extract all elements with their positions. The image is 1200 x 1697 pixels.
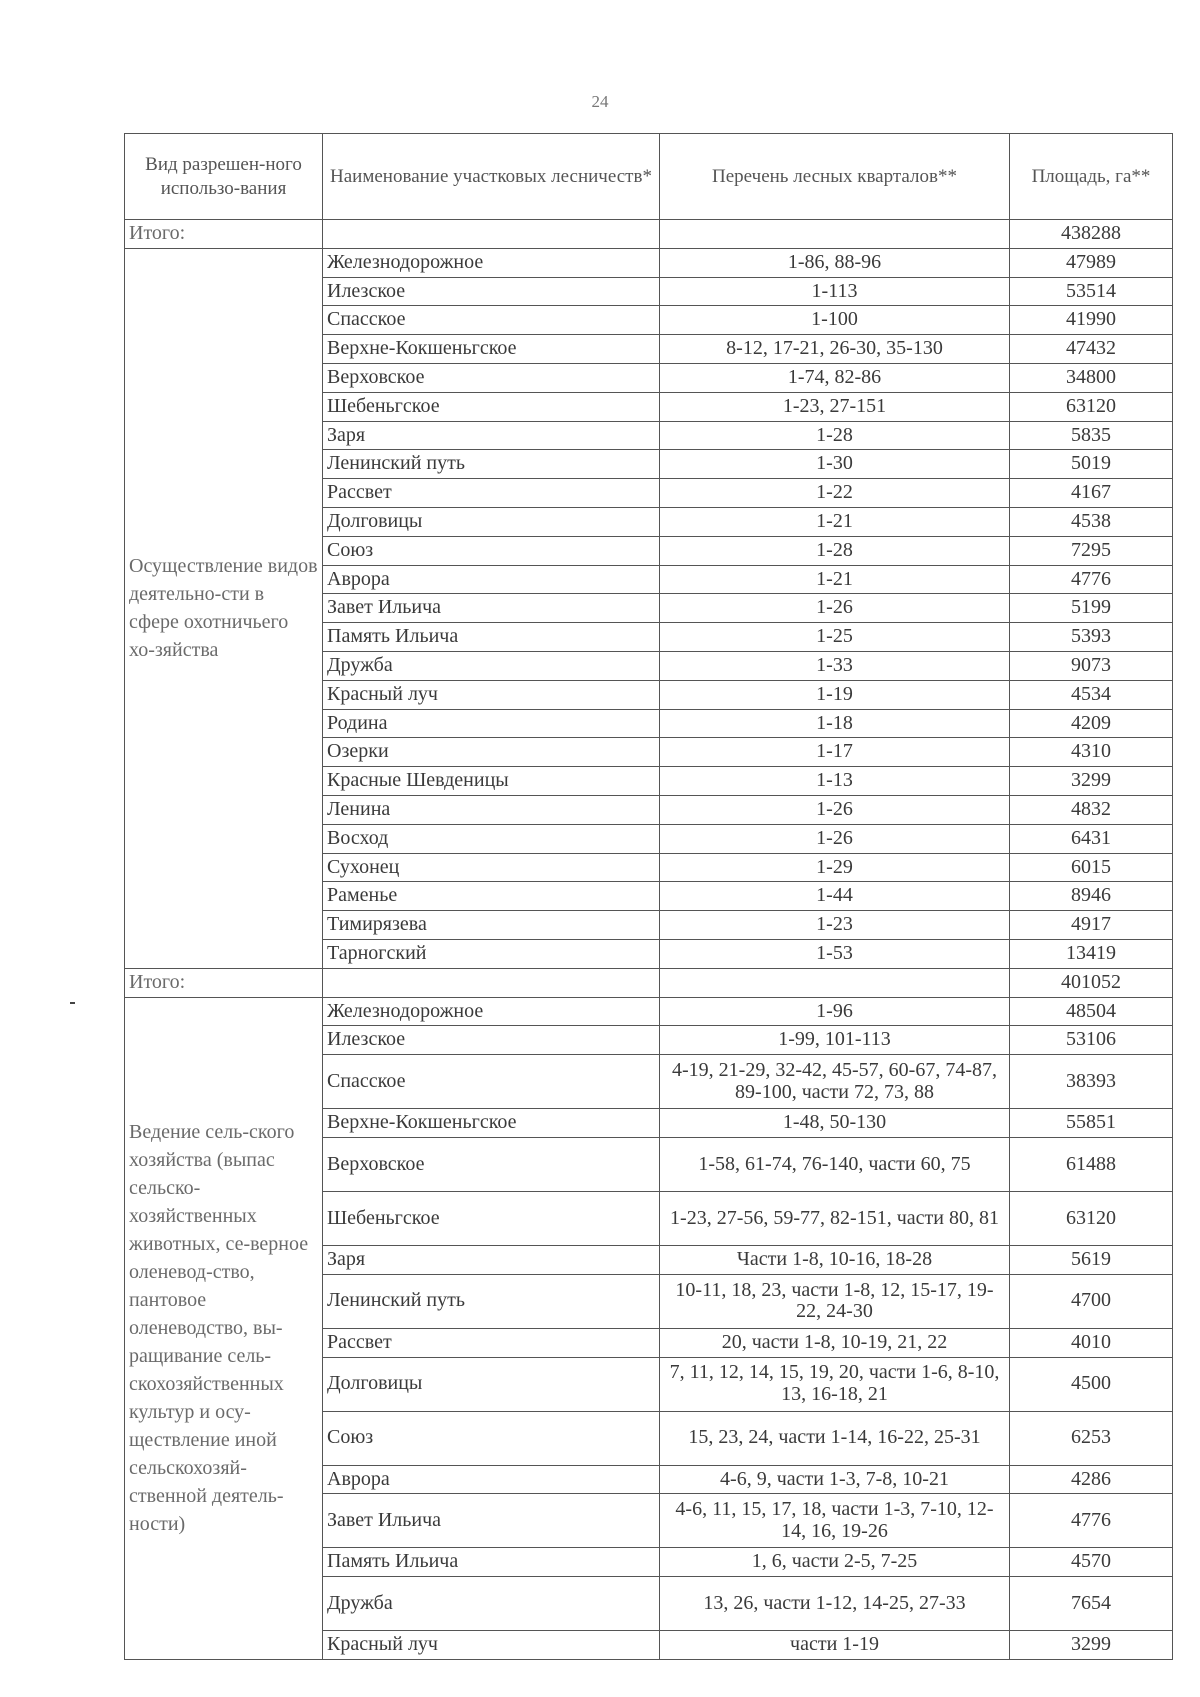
area-value: 3299 bbox=[1010, 1631, 1173, 1660]
quarters-list: 7, 11, 12, 14, 15, 19, 20, части 1-6, 8-10, 13, 16-18, 21 bbox=[660, 1357, 1010, 1411]
forestry-name: Завет Ильича bbox=[323, 1494, 660, 1548]
forestry-name: Заря bbox=[323, 421, 660, 450]
empty-cell bbox=[660, 968, 1010, 997]
area-value: 5393 bbox=[1010, 623, 1173, 652]
header-area: Площадь, га** bbox=[1010, 134, 1173, 220]
area-value: 4570 bbox=[1010, 1548, 1173, 1577]
area-value: 63120 bbox=[1010, 392, 1173, 421]
area-value: 5019 bbox=[1010, 450, 1173, 479]
quarters-list: 1-18 bbox=[660, 709, 1010, 738]
page-number: 24 bbox=[591, 92, 609, 111]
forestry-name: Сухонец bbox=[323, 853, 660, 882]
area-value: 61488 bbox=[1010, 1137, 1173, 1191]
use-type-cell: Ведение сель-ского хозяйства (выпас сельско-хозяйственных животных, се-верное оленевод-ство, пантовое оленеводство, вы-ращивание сель-скохозяйственных культур и осу-ществление иной сельскохозяй-ственной деятель-ности) bbox=[125, 997, 323, 1659]
forestry-name: Рассвет bbox=[323, 479, 660, 508]
forestry-name: Ленинский путь bbox=[323, 450, 660, 479]
area-value: 53514 bbox=[1010, 277, 1173, 306]
forestry-name: Илезское bbox=[323, 1026, 660, 1055]
area-value: 4310 bbox=[1010, 738, 1173, 767]
forestry-name: Красный луч bbox=[323, 680, 660, 709]
area-value: 4832 bbox=[1010, 795, 1173, 824]
quarters-list: 4-6, 11, 15, 17, 18, части 1-3, 7-10, 12-14, 16, 19-26 bbox=[660, 1494, 1010, 1548]
quarters-list: 1-26 bbox=[660, 594, 1010, 623]
area-value: 6431 bbox=[1010, 824, 1173, 853]
forestry-name: Союз bbox=[323, 1411, 660, 1465]
area-value: 13419 bbox=[1010, 939, 1173, 968]
quarters-list: 1-28 bbox=[660, 421, 1010, 450]
area-value: 4776 bbox=[1010, 565, 1173, 594]
forestry-name: Спасское bbox=[323, 306, 660, 335]
quarters-list: 8-12, 17-21, 26-30, 35-130 bbox=[660, 335, 1010, 364]
area-value: 63120 bbox=[1010, 1191, 1173, 1245]
forestry-name: Рассвет bbox=[323, 1328, 660, 1357]
quarters-list: 20, части 1-8, 10-19, 21, 22 bbox=[660, 1328, 1010, 1357]
area-value: 47432 bbox=[1010, 335, 1173, 364]
total-area: 401052 bbox=[1010, 968, 1173, 997]
quarters-list: 1-23 bbox=[660, 911, 1010, 940]
area-value: 4010 bbox=[1010, 1328, 1173, 1357]
forestry-name: Красный луч bbox=[323, 1631, 660, 1660]
forestry-name: Дружба bbox=[323, 651, 660, 680]
quarters-list: 1-25 bbox=[660, 623, 1010, 652]
area-value: 55851 bbox=[1010, 1109, 1173, 1138]
area-value: 41990 bbox=[1010, 306, 1173, 335]
quarters-list: Части 1-8, 10-16, 18-28 bbox=[660, 1245, 1010, 1274]
area-value: 7654 bbox=[1010, 1577, 1173, 1631]
use-type-cell: Осуществление видов деятельно-сти в сфере охотничьего хо-зяйства bbox=[125, 248, 323, 968]
quarters-list: 1-22 bbox=[660, 479, 1010, 508]
forestry-name: Память Ильича bbox=[323, 623, 660, 652]
forestry-name: Ленинский путь bbox=[323, 1274, 660, 1328]
quarters-list: 1-100 bbox=[660, 306, 1010, 335]
total-label: Итого: bbox=[125, 220, 323, 249]
forestry-name: Железнодорожное bbox=[323, 997, 660, 1026]
forestry-name: Шебеньгское bbox=[323, 392, 660, 421]
total-label: Итого: bbox=[125, 968, 323, 997]
quarters-list: 1-113 bbox=[660, 277, 1010, 306]
area-value: 3299 bbox=[1010, 767, 1173, 796]
header-forestry-name: Наименование участковых лесничеств* bbox=[323, 134, 660, 220]
quarters-list: 1-28 bbox=[660, 536, 1010, 565]
header-row bbox=[125, 134, 1173, 220]
area-value: 4700 bbox=[1010, 1274, 1173, 1328]
area-value: 38393 bbox=[1010, 1055, 1173, 1109]
quarters-list: 1-21 bbox=[660, 565, 1010, 594]
area-value: 5835 bbox=[1010, 421, 1173, 450]
quarters-list: 4-19, 21-29, 32-42, 45-57, 60-67, 74-87, 89-100, части 72, 73, 88 bbox=[660, 1055, 1010, 1109]
quarters-list: 1-26 bbox=[660, 795, 1010, 824]
area-value: 4167 bbox=[1010, 479, 1173, 508]
quarters-list: 1-99, 101-113 bbox=[660, 1026, 1010, 1055]
forestry-name: Верхне-Кокшеньгское bbox=[323, 1109, 660, 1138]
quarters-list: 4-6, 9, части 1-3, 7-8, 10-21 bbox=[660, 1465, 1010, 1494]
forestry-name: Заря bbox=[323, 1245, 660, 1274]
total-row bbox=[125, 968, 1173, 997]
area-value: 4286 bbox=[1010, 1465, 1173, 1494]
area-value: 4776 bbox=[1010, 1494, 1173, 1548]
quarters-list: 15, 23, 24, части 1-14, 16-22, 25-31 bbox=[660, 1411, 1010, 1465]
forestry-name: Аврора bbox=[323, 565, 660, 594]
forestry-name: Илезское bbox=[323, 277, 660, 306]
quarters-list: 1-13 bbox=[660, 767, 1010, 796]
forestry-name: Верховское bbox=[323, 1137, 660, 1191]
quarters-list: 1-23, 27-151 bbox=[660, 392, 1010, 421]
forestry-name: Родина bbox=[323, 709, 660, 738]
quarters-list: 1-53 bbox=[660, 939, 1010, 968]
area-value: 4538 bbox=[1010, 507, 1173, 536]
quarters-list: 1-19 bbox=[660, 680, 1010, 709]
area-value: 4534 bbox=[1010, 680, 1173, 709]
forestry-name: Завет Ильича bbox=[323, 594, 660, 623]
area-value: 8946 bbox=[1010, 882, 1173, 911]
quarters-list: 1, 6, части 2-5, 7-25 bbox=[660, 1548, 1010, 1577]
area-value: 6015 bbox=[1010, 853, 1173, 882]
total-row-top bbox=[125, 220, 1173, 249]
area-value: 5199 bbox=[1010, 594, 1173, 623]
area-value: 47989 bbox=[1010, 248, 1173, 277]
forestry-name: Восход bbox=[323, 824, 660, 853]
area-value: 34800 bbox=[1010, 363, 1173, 392]
land-use-table bbox=[124, 133, 1173, 1660]
forestry-name: Память Ильича bbox=[323, 1548, 660, 1577]
quarters-list: 1-58, 61-74, 76-140, части 60, 75 bbox=[660, 1137, 1010, 1191]
forestry-name: Железнодорожное bbox=[323, 248, 660, 277]
quarters-list: 1-44 bbox=[660, 882, 1010, 911]
forestry-name: Озерки bbox=[323, 738, 660, 767]
stray-mark bbox=[70, 1002, 75, 1004]
quarters-list: 1-23, 27-56, 59-77, 82-151, части 80, 81 bbox=[660, 1191, 1010, 1245]
forestry-name: Верховское bbox=[323, 363, 660, 392]
quarters-list: 1-30 bbox=[660, 450, 1010, 479]
forestry-name: Долговицы bbox=[323, 507, 660, 536]
area-value: 5619 bbox=[1010, 1245, 1173, 1274]
quarters-list: 1-33 bbox=[660, 651, 1010, 680]
forestry-name: Раменье bbox=[323, 882, 660, 911]
quarters-list: 1-17 bbox=[660, 738, 1010, 767]
header-use-type: Вид разрешен-ного использо-вания bbox=[125, 134, 323, 220]
quarters-list: 1-48, 50-130 bbox=[660, 1109, 1010, 1138]
forestry-name: Аврора bbox=[323, 1465, 660, 1494]
area-value: 4209 bbox=[1010, 709, 1173, 738]
quarters-list: 13, 26, части 1-12, 14-25, 27-33 bbox=[660, 1577, 1010, 1631]
quarters-list: 1-29 bbox=[660, 853, 1010, 882]
total-area: 438288 bbox=[1010, 220, 1173, 249]
table-row bbox=[125, 997, 1173, 1026]
quarters-list: 10-11, 18, 23, части 1-8, 12, 15-17, 19-22, 24-30 bbox=[660, 1274, 1010, 1328]
area-value: 7295 bbox=[1010, 536, 1173, 565]
forestry-name: Тимирязева bbox=[323, 911, 660, 940]
forestry-name: Красные Шевденицы bbox=[323, 767, 660, 796]
forestry-name: Дружба bbox=[323, 1577, 660, 1631]
forestry-name: Ленина bbox=[323, 795, 660, 824]
quarters-list: 1-86, 88-96 bbox=[660, 248, 1010, 277]
forestry-name: Долговицы bbox=[323, 1357, 660, 1411]
quarters-list: 1-96 bbox=[660, 997, 1010, 1026]
forestry-name: Спасское bbox=[323, 1055, 660, 1109]
quarters-list: 1-74, 82-86 bbox=[660, 363, 1010, 392]
header-quarters-list: Перечень лесных кварталов** bbox=[660, 134, 1010, 220]
area-value: 6253 bbox=[1010, 1411, 1173, 1465]
quarters-list: части 1-19 bbox=[660, 1631, 1010, 1660]
area-value: 4500 bbox=[1010, 1357, 1173, 1411]
quarters-list: 1-26 bbox=[660, 824, 1010, 853]
area-value: 53106 bbox=[1010, 1026, 1173, 1055]
table-row bbox=[125, 248, 1173, 277]
empty-cell bbox=[323, 968, 660, 997]
forestry-name: Шебеньгское bbox=[323, 1191, 660, 1245]
forestry-name: Тарногский bbox=[323, 939, 660, 968]
forestry-name: Союз bbox=[323, 536, 660, 565]
quarters-list: 1-21 bbox=[660, 507, 1010, 536]
area-value: 48504 bbox=[1010, 997, 1173, 1026]
area-value: 4917 bbox=[1010, 911, 1173, 940]
area-value: 9073 bbox=[1010, 651, 1173, 680]
forestry-name: Верхне-Кокшеньгское bbox=[323, 335, 660, 364]
